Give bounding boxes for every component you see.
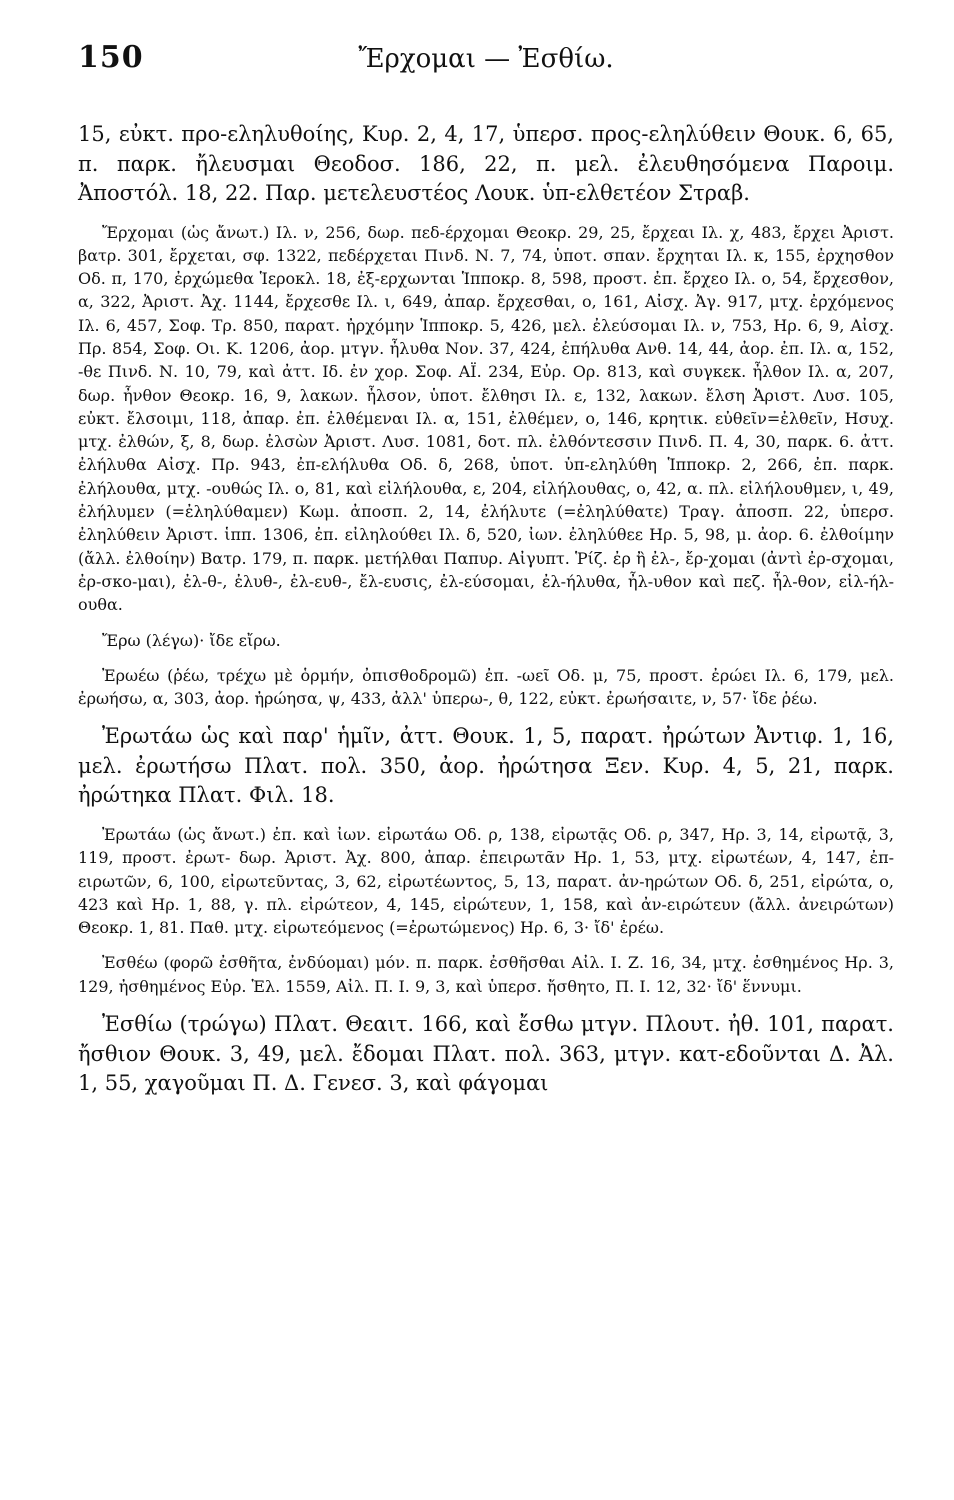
entry-paragraph: Ἔρχομαι (ὡς ἄνωτ.) Ιλ. ν, 256, δωρ. πεδ-έρχομαι Θεοκρ. 29, 25, ἔρχεαι Ιλ. χ, 483, ἔρχει Ἀριστ. βατρ. 301, ἔρχεται, σφ. 1322, πεδέρχεται Πινδ. Ν. 7, 74, ὑποτ. σπαν. ἔρχηται Ιλ. κ, 155, ἐρχησθον Οδ. π, 170, ἐρχώμεθα Ἱεροκλ. 18, ἐξ-ερχωνται Ἱπποκρ. 8, 598, προστ. ἐπ. ἔρχεο Ιλ. ο, 54, ἔρχεσθον, α, 322, Ἀριστ. Ἀχ. 1144, ἔρχεσθε Ιλ. ι, 649, ἀπαρ. ἔρχεσθαι, ο, 161, Αἰσχ. Ἀγ. 917, μτχ. ἐρχόμενος Ιλ. 6, 457, Σοφ. Τρ. 850, παρατ. ἠρχόμην Ἱπποκρ. 5, 426, μελ. ἐλεύσομαι Ιλ. ν, 753, Ηρ. 6, 9, Αἰσχ. Πρ. 854, Σοφ. Οι. Κ. 1206, ἀορ. μτγν. ἦλυθα Νον. 37, 424, ἐπήλυθα Ανθ. 14, 44, ἀορ. ἐπ. Ιλ. α, 152, -θε Πινδ. Ν. 10, 79, καὶ ἀττ. Ιδ. ἐν χορ. Σοφ. ΑΪ. 234, Εὐρ. Ορ. 813, καὶ συγκεκ. ἦλθον Ιλ. α, 207, δωρ. ἦνθον Θεοκρ. 16, 9, λακων. ἦλσον, ὑποτ. ἔλθησι Ιλ. ε, 132, λακων. ἔλση Ἀριστ. Λυσ. 105, εὐκτ. ἔλσοιμι, 118, ἀπαρ. ἐπ. ἐλθέμεναι Ιλ. α, 151, ἐλθέμεν, ο, 146, κρητικ. εὐθεῖν=ἐλθεῖν, Ησυχ. μτχ. ἐλθών, ξ, 8, δωρ. ἐλσὼν Ἀριστ. Λυσ. 1081, δοτ. πλ. ἐλθόντεσσιν Πινδ. Π. 4, 30, παρκ. 6. ἀττ. ἐλήλυθα Αἰσχ. Πρ. 943, ἐπ-ελήλυθα Οδ. δ, 268, ὑποτ. ὑπ-εληλύθη Ἱπποκρ. 2, 266, ἐπ. παρκ. ἐλήλουθα, μτχ. -ουθώς Ιλ. ο, 81, καὶ εἰλήλουθα, ε, 204, εἰλήλουθας, ο, 42, α. πλ. εἰλήλουθμεν, ι, 49, ἐλήλυμεν (=ἐληλύθαμεν) Κωμ. ἀποσπ. 2, 14, ἐλήλυτε (=ἐληλύθατε) Τραγ. ἀποσπ. 22, ὑπερσ. ἐληλύθειν Ἀριστ. ἱππ. 1306, ἐπ. εἰληλούθει Ιλ. δ, 520, ἰων. ἐληλύθεε Ηρ. 5, 98, μ. ἀορ. 6. ἐλθοίμην (ἄλλ. ἐλθοίην) Βατρ. 179, π. παρκ. μετήλθαι Παπυρ. Αἰγυπτ. Ῥίζ. ἐρ ἢ ἐλ-, ἔρ-χομαι (ἀντὶ ἐρ-σχομαι, ἐρ-σκο-μαι), ἐλ-θ-, ἐλυθ-, ἐλ-ευθ-, ἔλ-ευσις, ἐλ-εύσομαι, ἐλ-ήλυθα, ἦλ-υθον καὶ πεζ. ἦλ-θον, εἰλ-ήλ-ουθα. bbox=[78, 222, 894, 615]
entry-paragraph: Ἐσθίω (τρώγω) Πλατ. Θεαιτ. 166, καὶ ἔσθω μτγν. Πλουτ. ἠθ. 101, παρατ. ἤσθιον Θουκ. 3, 49, μελ. ἔδομαι Πλατ. πολ. 363, μτγν. κατ-εδοῦνται Δ. Ἀλ. 1, 55, χαγοῦμαι Π. Δ. Γενεσ. 3, καὶ φάγομαι bbox=[78, 1012, 894, 1096]
entry-paragraph: 15, εὐκτ. προ-εληλυθοίης, Κυρ. 2, 4, 17, ὑπερσ. προς-εληλύθειν Θουκ. 6, 65, π. παρκ. ἤλευσμαι Θεοδοσ. 186, 22, π. μελ. ἐλευθησόμενα Παροιμ. Ἀποστόλ. 18, 22. Παρ. μετελευστέος Λουκ. ὑπ-ελθετέον Στραβ. bbox=[78, 122, 894, 205]
page-body bbox=[78, 120, 894, 1099]
running-title: Ἔρχομαι — Ἐσθίω. bbox=[358, 44, 614, 74]
entry-paragraph: Ἐρωέω (ῥέω, τρέχω μὲ ὁρμήν, ὀπισθοδρομῶ) ἐπ. -ωεῖ Οδ. μ, 75, προστ. ἐρώει Ιλ. 6, 179, μελ. ἐρωήσω, α, 303, ἀορ. ἠρώησα, ψ, 433, ἀλλ' ὑπερω-, θ, 122, εὐκτ. ἐρωήσαιτε, ν, 57· ἴδε ῥέω. bbox=[78, 665, 894, 709]
entry-paragraph: Ἐρωτάω ὡς καὶ παρ' ἡμῖν, ἀττ. Θουκ. 1, 5, παρατ. ἠρώτων Ἀντιφ. 1, 16, μελ. ἐρωτήσω Πλατ. πολ. 350, ἀορ. ἠρώτησα Ξεν. Κυρ. 4, 5, 21, παρκ. ἠρώτηκα Πλατ. Φιλ. 18. bbox=[78, 724, 894, 808]
entry-paragraph: Ἔρω (λέγω)· ἴδε εἴρω. bbox=[102, 630, 281, 650]
entry-paragraph: Ἐρωτάω (ὡς ἄνωτ.) ἐπ. καὶ ἰων. εἰρωτάω Οδ. ρ, 138, εἰρωτᾷς Οδ. ρ, 347, Ηρ. 3, 14, εἰρωτᾷ, 3, 119, προστ. ἐρωτ- δωρ. Ἀριστ. Ἀχ. 800, ἀπαρ. ἐπειρωτᾶν Ηρ. 1, 53, μτχ. εἰρωτέων, 4, 147, ἐπ-ειρωτῶν, 6, 100, εἰρωτεῦντας, 3, 62, εἰρωτέωντος, 5, 13, παρατ. ἀν-ηρώτων Οδ. δ, 251, εἰρώτα, ο, 423 καὶ Ηρ. 1, 88, γ. πλ. εἰρώτεον, 4, 145, εἰρώτευν, 1, 158, καὶ ἀν-ειρώτευν (ἄλλ. ἀνειρώτων) Θεοκρ. 1, 81. Παθ. μτχ. εἰρωτεόμενος (=ἐρωτώμενος) Ηρ. 6, 3· ἴδ' ἐρέω. bbox=[78, 824, 894, 938]
entry-paragraph: Ἐσθέω (φορῶ ἐσθῆτα, ἐνδύομαι) μόν. π. παρκ. ἐσθῆσθαι Αἰλ. Ι. Ζ. 16, 34, μτχ. ἐσθημένος Ηρ. 3, 129, ἠσθημένος Εὐρ. Ἑλ. 1559, Αἰλ. Π. Ι. 9, 3, καὶ ὑπερσ. ἤσθητο, Π. Ι. 12, 32· ἴδ' ἕννυμι. bbox=[78, 953, 894, 996]
page-header bbox=[78, 40, 894, 92]
page-number: 150 bbox=[78, 40, 144, 75]
